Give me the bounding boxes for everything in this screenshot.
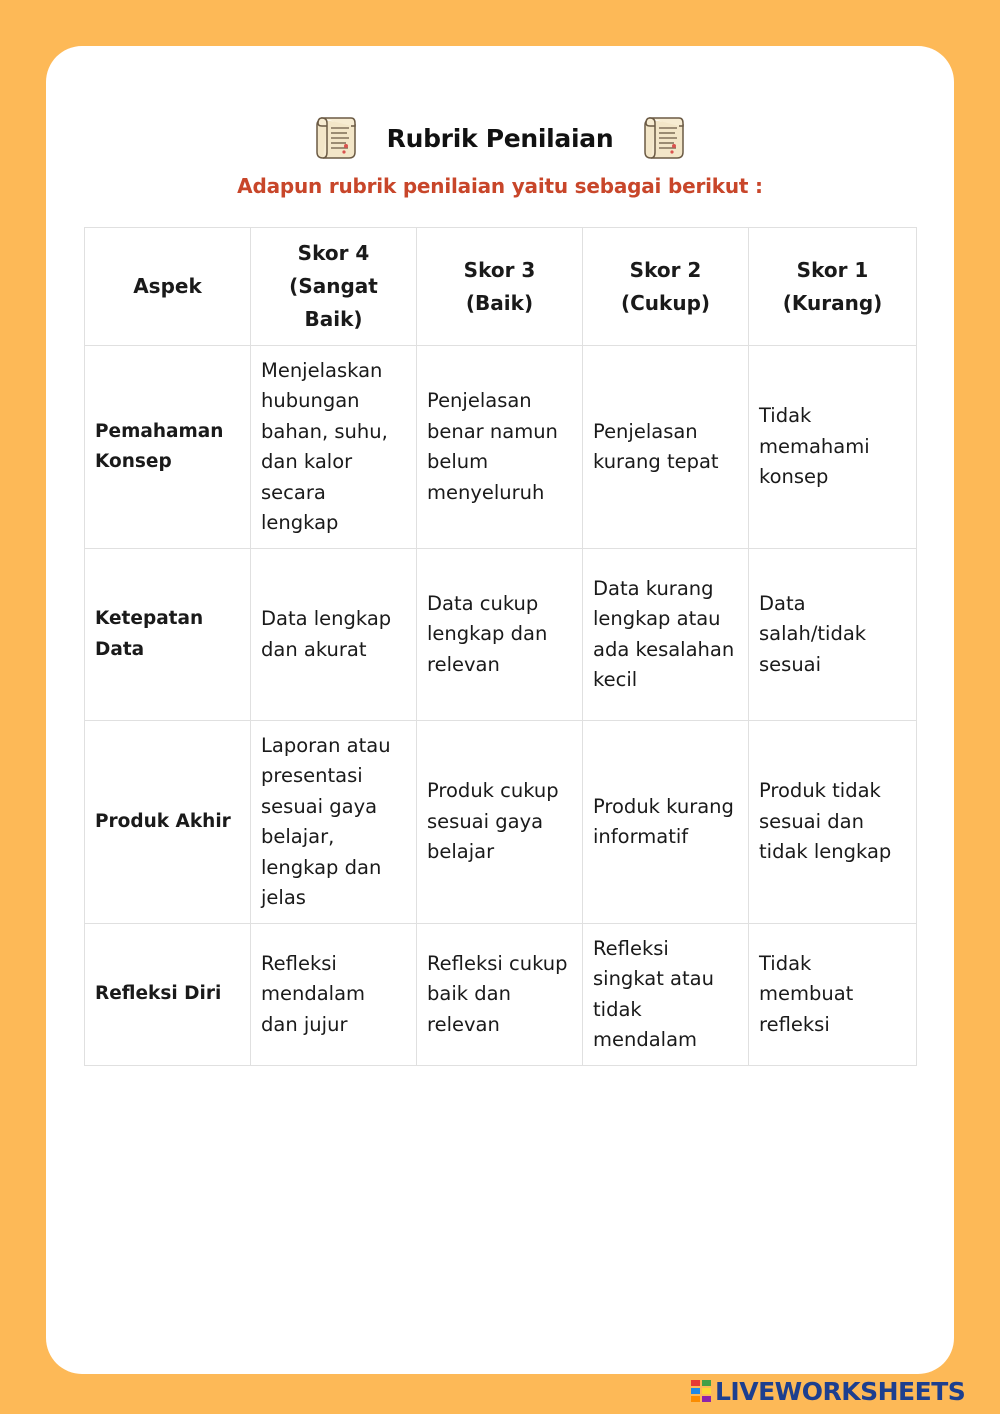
title-row [0,108,1000,168]
liveworksheets-brand[interactable] [690,1376,965,1406]
page-title: Rubrik Penilaian [386,123,614,153]
score-cell: Tidak memahami konsep [749,346,917,549]
aspect-cell: Refleksi Diri [85,924,251,1066]
score-cell: Produk tidak sesuai dan tidak lengkap [749,721,917,924]
score-cell: Menjelaskan hubungan bahan, suhu, dan kalor secara lengkap [251,346,417,549]
score-cell: Refleksi cukup baik dan relevan [417,924,583,1066]
scroll-icon [313,114,359,162]
scroll-icon [641,114,687,162]
liveworksheets-logo-icon [690,1379,712,1403]
score-cell: Produk cukup sesuai gaya belajar [417,721,583,924]
score-cell: Laporan atau presentasi sesuai gaya belajar, lengkap dan jelas [251,721,417,924]
table-header-row [85,228,917,346]
table-row [85,549,917,721]
table-row [85,346,917,549]
column-header-skor-3: Skor 3 (Baik) [417,228,583,346]
column-header-skor-1: Skor 1 (Kurang) [749,228,917,346]
score-cell: Penjelasan benar namun belum menyeluruh [417,346,583,549]
score-cell: Data cukup lengkap dan relevan [417,549,583,721]
brand-name: LIVEWORKSHEETS [715,1376,966,1406]
score-cell: Refleksi mendalam dan jujur [251,924,417,1066]
column-header-skor-2: Skor 2 (Cukup) [583,228,749,346]
column-header-skor-4: Skor 4 (Sangat Baik) [251,228,417,346]
score-cell: Data kurang lengkap atau ada kesalahan kecil [583,549,749,721]
score-cell: Data salah/tidak sesuai [749,549,917,721]
score-cell: Refleksi singkat atau tidak mendalam [583,924,749,1066]
rubric-table [84,227,917,1066]
score-cell: Produk kurang informatif [583,721,749,924]
table-row [85,721,917,924]
aspect-cell: Pemahaman Konsep [85,346,251,549]
score-cell: Data lengkap dan akurat [251,549,417,721]
aspect-cell: Ketepatan Data [85,549,251,721]
score-cell: Penjelasan kurang tepat [583,346,749,549]
table-row [85,924,917,1066]
page-subtitle: Adapun rubrik penilaian yaitu sebagai berikut : [237,174,763,198]
aspect-cell: Produk Akhir [85,721,251,924]
score-cell: Tidak membuat refleksi [749,924,917,1066]
column-header-aspek: Aspek [85,228,251,346]
